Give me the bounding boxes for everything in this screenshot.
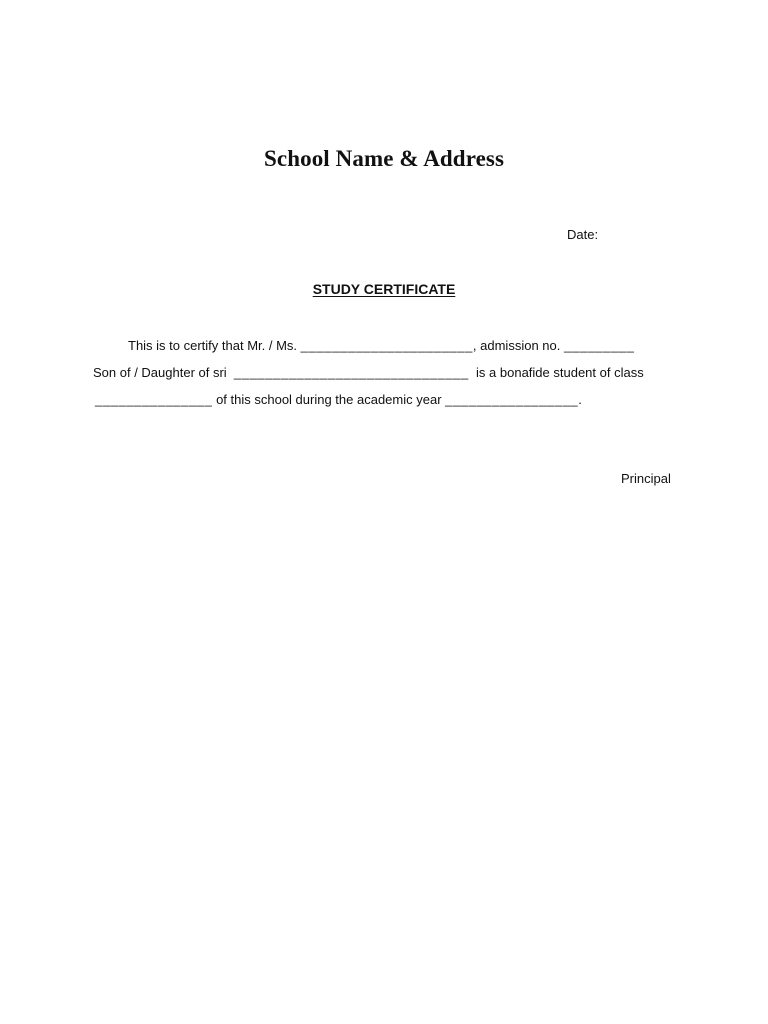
certificate-heading: STUDY CERTIFICATE — [312, 281, 456, 297]
class-blank: _______________ — [95, 392, 213, 407]
line1-text-a: This is to certify that Mr. / Ms. — [128, 338, 301, 353]
certificate-line-1 — [128, 338, 634, 353]
school-title: School Name & Address — [264, 146, 504, 171]
line3-text-a: of this school during the academic year — [212, 392, 446, 407]
certificate-line-2 — [93, 365, 644, 380]
student-name-blank: ______________________ — [300, 338, 473, 353]
certificate-line-3 — [95, 392, 582, 407]
parent-name-blank: ______________________________ — [233, 365, 469, 380]
line2-text-a: Son of / Daughter of sri — [93, 365, 234, 380]
admission-no-blank: _________ — [563, 338, 635, 353]
line3-text-b: . — [578, 392, 582, 407]
date-label: Date: — [567, 227, 599, 242]
line1-text-b: , admission no. — [472, 338, 564, 353]
academic-year-blank: _________________ — [445, 392, 579, 407]
principal-signatory: Principal — [621, 471, 671, 486]
line2-text-b: is a bonafide student of class — [468, 365, 644, 380]
